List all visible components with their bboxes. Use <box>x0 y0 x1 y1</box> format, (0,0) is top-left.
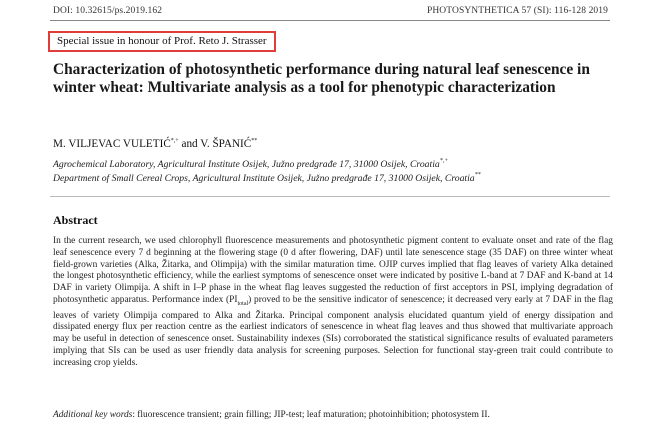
author-name: V. ŠPANIĆ <box>200 138 252 150</box>
affiliation <box>53 158 448 170</box>
journal-citation: PHOTOSYNTHETICA 57 (SI): 116-128 2019 <box>426 6 608 16</box>
affiliation-text: Department of Small Cereal Crops, Agricultural Institute Osijek, Južno predgrađe 17, 31000 Osijek, Croatia <box>53 173 475 184</box>
pi-subscript: total <box>237 300 249 307</box>
affiliation <box>53 172 481 184</box>
author-list <box>53 138 257 150</box>
doi-text[interactable]: DOI: 10.32615/ps.2019.162 <box>53 6 163 16</box>
section-divider <box>50 196 610 197</box>
affiliation-text: Agrochemical Laboratory, Agricultural Institute Osijek, Južno predgrađe 17, 31000 Osijek, Croatia <box>53 159 440 170</box>
abstract-heading: Abstract <box>53 213 98 227</box>
keywords-label: Additional key words <box>53 410 133 420</box>
keywords-line <box>53 410 490 420</box>
paper-title: Characterization of photosynthetic performance during natural leaf senescence in winter wheat: Multivariate analysis as a tool for phenotypic characterization <box>53 61 590 96</box>
keywords-text: : fluorescence transient; grain filling; JIP-test; leaf maturation; photoinhibition; photosystem II. <box>132 410 490 420</box>
author-separator: and <box>178 138 201 150</box>
abstract-text-part: In the current research, we used chlorophyll fluorescence measurements and photosynthetic pigment content to evaluate onset and rate of the flag leaf senescence every 7 d beginning at the flowering stage (0 d after flowering, DAF) until late senescence stage (35 DAF) on three winter wheat field-grown varieties (Alka, Žitarka, and Olimpija) with the similar maturation time. OJIP curves implied that flag leaves of variety Alka detained the longest photosynthetic efficiency, while the earliest symptoms of senescence onset were indicated by positive L-band at 7 DAF and K-band at 14 DAF in variety Olimpija. A shift in I–P phase in the wheat flag leaves suggested the reduction of first acceptors in PSI, implying degradation of photosynthetic apparatus. Performance index (PI <box>53 236 613 305</box>
abstract-text-part: ) proved to be the sensitive indicator of senescence; it decreased very early at 7 DAF in the flag leaves of variety Olimpija compared to Alka and Žitarka. Principal component analysis elucidated quantum yield of energy dissipation and dissipated energy flux per reaction centre as the earliest indicators of senescence in wheat flag leaves and thus showed that multivariate approach may be useful in detection of senescence onset. Sustainability indexes (SIs) corroborated the statistical significance results of evaluated parameters implying that SIs can be used as user friendly data analysis for screening purposes. Selection for functional stay-green trait could contribute to increasing crop yields. <box>53 294 613 368</box>
abstract-text <box>53 236 613 370</box>
affiliation-mark: ** <box>474 172 481 178</box>
author-affiliation-mark: ** <box>251 138 258 144</box>
author-affiliation-mark: *,+ <box>170 138 179 144</box>
affiliation-mark: *,+ <box>439 158 449 164</box>
header-divider <box>50 20 610 21</box>
author-name: M. VILJEVAC VULETIĆ <box>53 138 171 150</box>
special-issue-box: Special issue in honour of Prof. Reto J. Strasser <box>48 31 276 52</box>
